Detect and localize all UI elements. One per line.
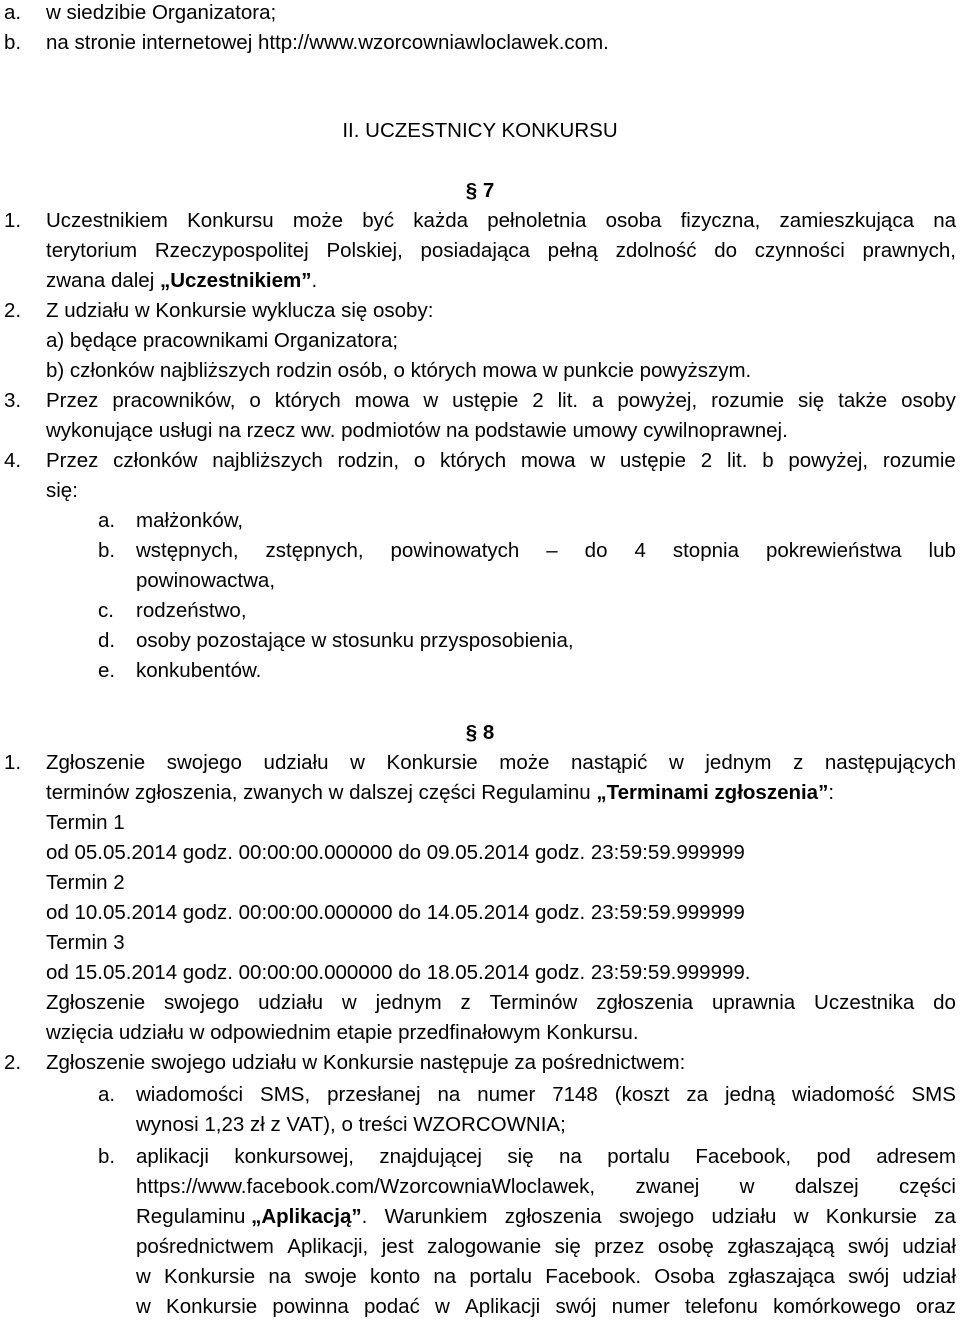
word: Konkursie	[825, 1205, 917, 1228]
word: pełnoletnia	[487, 209, 587, 232]
word: się	[507, 1145, 534, 1168]
word: SMS	[911, 1083, 956, 1106]
paragraph-number: 2.	[4, 299, 22, 322]
word: z	[460, 991, 471, 1014]
word: Warunkiem	[384, 1205, 488, 1228]
word: powinna	[272, 1295, 349, 1318]
word: konkursowej,	[234, 1145, 354, 1168]
word: Terminów	[489, 991, 578, 1014]
word: w	[435, 1295, 450, 1318]
list-item-text: powinowactwa,	[136, 569, 276, 592]
word: swojego	[618, 1205, 695, 1228]
word: na	[433, 1265, 457, 1288]
word: pełną	[547, 239, 598, 262]
word: Uczestnika	[814, 991, 915, 1014]
word: swój	[555, 1295, 597, 1318]
word: których	[440, 449, 507, 472]
word: 2	[532, 389, 544, 412]
word: oraz	[915, 1295, 956, 1318]
word: udziału	[258, 991, 324, 1014]
text-span: zwana dalej	[46, 269, 160, 292]
word: zwanej	[635, 1175, 700, 1198]
word: 7148	[552, 1083, 598, 1106]
list-marker: c.	[98, 599, 114, 622]
word: Przez	[46, 449, 99, 472]
word: na	[933, 209, 956, 232]
list-item-text	[136, 1202, 956, 1232]
list-item-text	[136, 1080, 956, 1110]
list-item-text	[136, 1232, 956, 1262]
word: powyżej,	[788, 449, 869, 472]
word: udziału	[263, 751, 329, 774]
list-item-text: konkubentów.	[136, 659, 262, 682]
word: –	[546, 539, 558, 562]
word: aplikacji	[136, 1145, 209, 1168]
paragraph-number: 3.	[4, 389, 22, 412]
word: osobę	[657, 1235, 714, 1258]
word: każda	[413, 209, 469, 232]
word: się	[798, 389, 825, 412]
word: zgłaszającą	[727, 1235, 835, 1258]
paragraph-number: 4.	[4, 449, 22, 472]
word: swój	[847, 1235, 889, 1258]
word: dalszej	[794, 1175, 859, 1198]
word: których	[274, 389, 341, 412]
word: udział	[902, 1235, 956, 1258]
defined-term: „Uczestnikiem”	[159, 269, 312, 292]
word: nastąpić	[571, 751, 648, 774]
word: zamieszkująca	[779, 209, 914, 232]
word: Przez	[46, 389, 99, 412]
list-item-text: rodzeństwo,	[136, 599, 247, 622]
word: za	[934, 1205, 956, 1228]
list-marker: a.	[98, 509, 116, 532]
word: 4	[634, 539, 646, 562]
term-label: Termin 1	[46, 811, 125, 834]
word: w	[668, 751, 684, 774]
word: jedną	[724, 1083, 776, 1106]
word: konto	[370, 1265, 421, 1288]
word: jest	[381, 1235, 414, 1258]
word: do	[714, 239, 738, 262]
word: zgłaszająca	[727, 1265, 835, 1288]
list-item-text	[136, 1292, 956, 1322]
text-line: b) członków najbliższych rodzin osób, o których mowa w punkcie powyższym.	[46, 359, 752, 382]
word: udział	[902, 1265, 956, 1288]
term-range: od 05.05.2014 godz. 00:00:00.000000 do 09.05.2014 godz. 23:59:59.999999	[46, 841, 745, 864]
word: w	[341, 991, 357, 1014]
word: w	[739, 1175, 755, 1198]
word: wiadomości	[136, 1083, 244, 1106]
word: Rzeczypospolitej	[154, 239, 309, 262]
word: o	[249, 389, 261, 412]
word: znajdującej	[379, 1145, 482, 1168]
list-marker: d.	[98, 629, 116, 652]
text-line	[46, 748, 956, 778]
text-line: Zgłoszenie swojego udziału w Konkursie następuje za pośrednictwem:	[46, 1051, 686, 1074]
text-line: a) będące pracownikami Organizatora;	[46, 329, 399, 352]
list-marker: e.	[98, 659, 116, 682]
word: może	[499, 751, 550, 774]
word: swojego	[164, 991, 240, 1014]
word: Zgłoszenie	[46, 991, 146, 1014]
word: najbliższych	[212, 449, 323, 472]
word: zgłoszenia	[504, 1205, 602, 1228]
word: także	[838, 389, 888, 412]
word: ustępie	[619, 449, 686, 472]
list-item-text: małżonków,	[136, 509, 244, 532]
word: stopnia	[672, 539, 739, 562]
word: mowa	[354, 389, 410, 412]
word: pokrewieństwa	[765, 539, 902, 562]
text-line: wykonujące usługi na rzecz ww. podmiotów na podstawie umowy cywilnoprawnej.	[46, 419, 788, 442]
term-range: od 10.05.2014 godz. 00:00:00.000000 do 14.05.2014 godz. 23:59:59.999999	[46, 901, 745, 924]
term-label: Termin 2	[46, 871, 125, 894]
word: następujących	[824, 751, 956, 774]
list-item-text	[136, 536, 956, 566]
word: przesłanej	[327, 1083, 421, 1106]
word: w	[590, 449, 606, 472]
word: lub	[928, 539, 956, 562]
word: w	[136, 1265, 151, 1288]
word: zgłoszenia	[596, 991, 694, 1014]
word: fizyczna,	[680, 209, 761, 232]
word: swój	[848, 1265, 890, 1288]
word: powinowatych	[390, 539, 520, 562]
word: pracowników,	[112, 389, 236, 412]
word: lit.	[557, 389, 579, 412]
defined-term: „Terminami zgłoszenia”	[596, 781, 829, 804]
word: uprawnia	[711, 991, 796, 1014]
text-line	[46, 266, 317, 296]
text-line	[46, 236, 956, 266]
word: części	[899, 1175, 956, 1198]
text-span: :	[828, 781, 835, 804]
word: adresem	[876, 1145, 956, 1168]
word: w	[423, 389, 439, 412]
word: Konkursie	[386, 751, 478, 774]
word: rozumie	[882, 449, 956, 472]
list-marker: a.	[4, 1, 22, 24]
word: SMS,	[260, 1083, 311, 1106]
word: o	[413, 449, 426, 472]
word: Aplikacji,	[287, 1235, 369, 1258]
word: Konkursu	[187, 209, 274, 232]
word: zalogowanie	[427, 1235, 542, 1258]
word: z	[793, 751, 804, 774]
word: numer	[477, 1083, 536, 1106]
word: terytorium	[46, 239, 138, 262]
word: posiadająca	[420, 239, 530, 262]
word: członków	[113, 449, 198, 472]
word: Polskiej,	[326, 239, 403, 262]
list-marker: b.	[98, 1145, 116, 1168]
word: Facebook.	[545, 1265, 642, 1288]
text-line	[46, 988, 956, 1018]
word: osoba	[605, 209, 662, 232]
word: na	[559, 1145, 582, 1168]
word: Aplikacji	[465, 1295, 541, 1318]
word: zdolność	[615, 239, 697, 262]
word: do	[933, 991, 956, 1014]
word: b	[762, 449, 774, 472]
word: zstępnych,	[265, 539, 364, 562]
word: pod	[816, 1145, 851, 1168]
word: może	[292, 209, 344, 232]
paragraph-number: 2.	[4, 1051, 22, 1074]
list-item-text: na stronie internetowej http://www.wzorcowniawloclawek.com.	[46, 31, 609, 54]
word: numer	[611, 1295, 670, 1318]
word: w	[350, 751, 365, 774]
word: ustępie	[452, 389, 519, 412]
paragraph-title-8: § 8	[465, 721, 495, 744]
paragraph-number: 1.	[4, 751, 22, 774]
word: Facebook,	[695, 1145, 792, 1168]
list-marker: b.	[98, 539, 116, 562]
word: osoby	[901, 389, 956, 412]
word: na	[268, 1265, 292, 1288]
word: swoje	[304, 1265, 357, 1288]
word: się	[554, 1235, 581, 1258]
word: rodzin,	[337, 449, 400, 472]
list-item-text	[136, 1172, 956, 1202]
word: jednym	[705, 751, 772, 774]
text-span: terminów zgłoszenia, zwanych w dalszej części Regulaminu	[46, 781, 597, 804]
word: jednym	[375, 991, 442, 1014]
word: pośrednictwem	[136, 1235, 274, 1258]
text-line: wzięcia udziału w odpowiednim etapie przedfinałowym Konkursu.	[46, 1021, 639, 1044]
word: wiadomość	[792, 1083, 895, 1106]
text-line	[46, 778, 834, 808]
list-item-text	[136, 1142, 956, 1172]
word: lit.	[726, 449, 748, 472]
text-line	[46, 446, 956, 476]
word: mowa	[520, 449, 576, 472]
text-span: .	[311, 269, 318, 292]
word: w	[793, 1205, 809, 1228]
list-item-text: w siedzibie Organizatora;	[46, 1, 277, 24]
word: telefonu	[684, 1295, 758, 1318]
word: a	[592, 389, 604, 412]
word: (koszt	[614, 1083, 670, 1106]
list-item-text: osoby pozostające w stosunku przysposobienia,	[136, 629, 574, 652]
word: powyżej,	[617, 389, 698, 412]
word: przez	[594, 1235, 645, 1258]
list-item-text: wynosi 1,23 zł z VAT), o treści WZORCOWNIA;	[136, 1113, 566, 1136]
word: wstępnych,	[136, 539, 239, 562]
word: rozumie	[711, 389, 785, 412]
word: Zgłoszenie	[46, 751, 146, 774]
word: w	[136, 1295, 151, 1318]
paragraph-title-7: § 7	[465, 179, 495, 202]
word: portalu	[607, 1145, 670, 1168]
word: podać	[363, 1295, 420, 1318]
word: Konkursie	[164, 1265, 256, 1288]
word: Uczestnikiem	[46, 209, 168, 232]
list-item-text	[136, 1262, 956, 1292]
word: na	[437, 1083, 461, 1106]
paragraph-number: 1.	[4, 209, 22, 232]
word: 2	[700, 449, 713, 472]
word: czynności	[754, 239, 845, 262]
list-marker: b.	[4, 31, 22, 54]
word: Osoba	[654, 1265, 715, 1288]
defined-term: „Aplikacją”	[251, 1205, 362, 1228]
text-line: Z udziału w Konkursie wyklucza się osoby:	[46, 299, 434, 322]
word: za	[686, 1083, 709, 1106]
text-span: Regulaminu „Aplikacją”.	[136, 1205, 368, 1228]
word: https://www.facebook.com/WzorcowniaWloclawek,	[136, 1175, 596, 1198]
term-range: od 15.05.2014 godz. 00:00:00.000000 do 18.05.2014 godz. 23:59:59.999999.	[46, 961, 751, 984]
word: udziału	[711, 1205, 777, 1228]
text-line	[46, 386, 956, 416]
word: Konkursie	[166, 1295, 258, 1318]
text-line	[46, 206, 956, 236]
word: komórkowego	[773, 1295, 901, 1318]
list-marker: a.	[98, 1083, 116, 1106]
term-label: Termin 3	[46, 931, 125, 954]
word: prawnych,	[862, 239, 956, 262]
word: być	[362, 209, 395, 232]
word: do	[584, 539, 608, 562]
word: portalu	[469, 1265, 533, 1288]
section-title: II. UCZESTNICY KONKURSU	[342, 119, 618, 142]
text-line: się:	[46, 479, 78, 502]
word: swojego	[166, 751, 242, 774]
